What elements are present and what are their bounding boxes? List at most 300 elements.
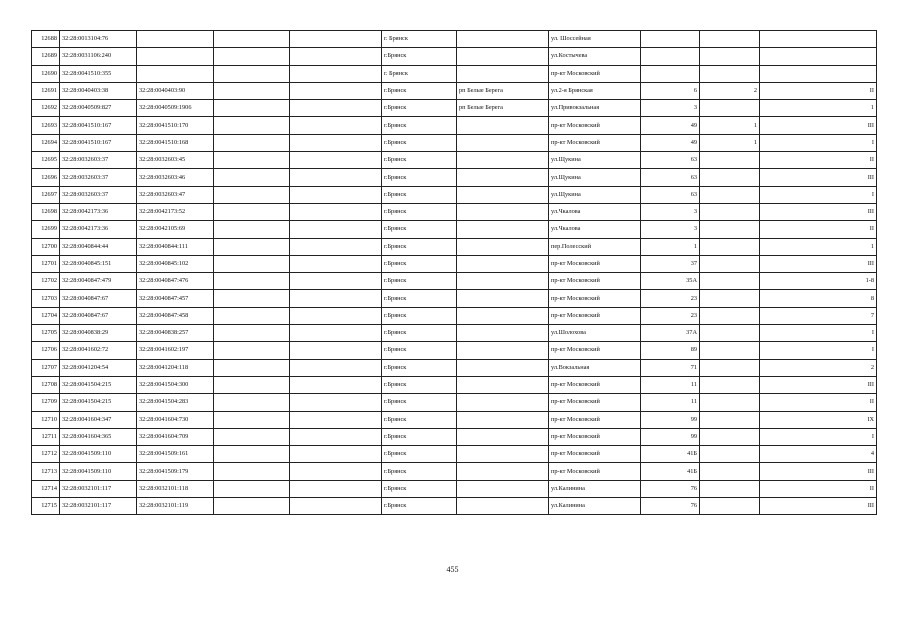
- city-cell: г.Брянск: [382, 238, 457, 255]
- house-number-cell: 76: [641, 498, 700, 515]
- premises-cell: II: [760, 152, 877, 169]
- empty-cell-a: [214, 411, 290, 428]
- street-cell: пр-кт Московский: [549, 117, 641, 134]
- object-number-cell: 32:28:0041604:709: [137, 428, 214, 445]
- premises-cell: III: [760, 169, 877, 186]
- row-number-cell: 12702: [32, 273, 60, 290]
- building-number-cell: [700, 100, 760, 117]
- settlement-cell: [457, 394, 549, 411]
- city-cell: г.Брянск: [382, 48, 457, 65]
- settlement-cell: [457, 273, 549, 290]
- object-number-cell: 32:28:0040847:476: [137, 273, 214, 290]
- settlement-cell: [457, 463, 549, 480]
- house-number-cell: 76: [641, 480, 700, 497]
- house-number-cell: 41Б: [641, 463, 700, 480]
- empty-cell-b: [290, 394, 382, 411]
- table-row: [32, 290, 877, 307]
- object-number-cell: 32:28:0041204:118: [137, 359, 214, 376]
- empty-cell-a: [214, 428, 290, 445]
- settlement-cell: [457, 325, 549, 342]
- empty-cell-a: [214, 255, 290, 272]
- building-number-cell: [700, 152, 760, 169]
- table-row: [32, 238, 877, 255]
- empty-cell-b: [290, 48, 382, 65]
- cadastral-number-cell: 32:28:0040844:44: [60, 238, 137, 255]
- empty-cell-a: [214, 307, 290, 324]
- row-number-cell: 12689: [32, 48, 60, 65]
- building-number-cell: [700, 376, 760, 393]
- house-number-cell: 41Б: [641, 446, 700, 463]
- city-cell: г.Брянск: [382, 428, 457, 445]
- cadastral-number-cell: 32:28:0041604:365: [60, 428, 137, 445]
- object-number-cell: [137, 31, 214, 48]
- premises-cell: I: [760, 325, 877, 342]
- premises-cell: II: [760, 221, 877, 238]
- empty-cell-b: [290, 255, 382, 272]
- street-cell: ул.Щукина: [549, 169, 641, 186]
- street-cell: ул. Шоссейная: [549, 31, 641, 48]
- premises-cell: III: [760, 203, 877, 220]
- street-cell: пр-кт Московский: [549, 273, 641, 290]
- empty-cell-b: [290, 82, 382, 99]
- building-number-cell: [700, 342, 760, 359]
- table-row: [32, 117, 877, 134]
- settlement-cell: рп Белые Берега: [457, 100, 549, 117]
- cadastral-number-cell: 32:28:0041509:110: [60, 446, 137, 463]
- building-number-cell: [700, 463, 760, 480]
- cadastral-number-cell: 32:28:0040847:479: [60, 273, 137, 290]
- city-cell: г. Брянск: [382, 31, 457, 48]
- row-number-cell: 12711: [32, 428, 60, 445]
- row-number-cell: 12697: [32, 186, 60, 203]
- empty-cell-b: [290, 446, 382, 463]
- table-row: [32, 203, 877, 220]
- empty-cell-b: [290, 169, 382, 186]
- street-cell: ул.Щукина: [549, 152, 641, 169]
- building-number-cell: [700, 203, 760, 220]
- cadastral-number-cell: 32:28:0040403:38: [60, 82, 137, 99]
- object-number-cell: 32:28:0041509:161: [137, 446, 214, 463]
- cadastral-number-cell: 32:28:0013104:76: [60, 31, 137, 48]
- table-row: [32, 273, 877, 290]
- street-cell: ул.Шолохова: [549, 325, 641, 342]
- house-number-cell: 35А: [641, 273, 700, 290]
- city-cell: г.Брянск: [382, 480, 457, 497]
- premises-cell: 2: [760, 359, 877, 376]
- object-number-cell: 32:28:0040403:90: [137, 82, 214, 99]
- row-number-cell: 12694: [32, 134, 60, 151]
- building-number-cell: [700, 411, 760, 428]
- empty-cell-a: [214, 463, 290, 480]
- settlement-cell: [457, 65, 549, 82]
- table-row: [32, 446, 877, 463]
- house-number-cell: [641, 48, 700, 65]
- building-number-cell: [700, 290, 760, 307]
- house-number-cell: 63: [641, 169, 700, 186]
- object-number-cell: 32:28:0032603:45: [137, 152, 214, 169]
- house-number-cell: 37А: [641, 325, 700, 342]
- house-number-cell: 49: [641, 134, 700, 151]
- premises-cell: III: [760, 498, 877, 515]
- settlement-cell: [457, 134, 549, 151]
- city-cell: г.Брянск: [382, 221, 457, 238]
- empty-cell-b: [290, 290, 382, 307]
- row-number-cell: 12715: [32, 498, 60, 515]
- settlement-cell: [457, 359, 549, 376]
- premises-cell: I: [760, 428, 877, 445]
- empty-cell-a: [214, 273, 290, 290]
- table-row: [32, 186, 877, 203]
- row-number-cell: 12710: [32, 411, 60, 428]
- street-cell: ул.2-я Брянская: [549, 82, 641, 99]
- cadastral-number-cell: 32:28:0042173:36: [60, 203, 137, 220]
- street-cell: пр-кт Московский: [549, 307, 641, 324]
- empty-cell-a: [214, 221, 290, 238]
- street-cell: ул.Костычева: [549, 48, 641, 65]
- table-row: [32, 411, 877, 428]
- house-number-cell: 1: [641, 238, 700, 255]
- cadastral-number-cell: 32:28:0040847:67: [60, 307, 137, 324]
- premises-cell: III: [760, 376, 877, 393]
- street-cell: ул.Привокзальная: [549, 100, 641, 117]
- row-number-cell: 12692: [32, 100, 60, 117]
- cadastral-number-cell: 32:28:0032603:37: [60, 152, 137, 169]
- premises-cell: 4: [760, 446, 877, 463]
- cadastral-number-cell: 32:28:0032603:37: [60, 169, 137, 186]
- empty-cell-b: [290, 31, 382, 48]
- premises-cell: III: [760, 463, 877, 480]
- cadastral-number-cell: 32:28:0041504:215: [60, 394, 137, 411]
- house-number-cell: 3: [641, 203, 700, 220]
- object-number-cell: 32:28:0040838:257: [137, 325, 214, 342]
- cadastral-number-cell: 32:28:0040847:67: [60, 290, 137, 307]
- row-number-cell: 12688: [32, 31, 60, 48]
- city-cell: г.Брянск: [382, 186, 457, 203]
- empty-cell-a: [214, 169, 290, 186]
- building-number-cell: 2: [700, 82, 760, 99]
- settlement-cell: [457, 238, 549, 255]
- settlement-cell: [457, 186, 549, 203]
- table-row: [32, 134, 877, 151]
- row-number-cell: 12693: [32, 117, 60, 134]
- object-number-cell: 32:28:0041504:300: [137, 376, 214, 393]
- building-number-cell: [700, 394, 760, 411]
- empty-cell-b: [290, 463, 382, 480]
- city-cell: г.Брянск: [382, 203, 457, 220]
- empty-cell-a: [214, 31, 290, 48]
- house-number-cell: 63: [641, 152, 700, 169]
- building-number-cell: [700, 498, 760, 515]
- cadastral-number-cell: 32:28:0041204:54: [60, 359, 137, 376]
- street-cell: ул.Калинина: [549, 480, 641, 497]
- empty-cell-b: [290, 428, 382, 445]
- row-number-cell: 12696: [32, 169, 60, 186]
- building-number-cell: [700, 480, 760, 497]
- premises-cell: III: [760, 117, 877, 134]
- settlement-cell: [457, 203, 549, 220]
- building-number-cell: [700, 221, 760, 238]
- building-number-cell: [700, 186, 760, 203]
- object-number-cell: 32:28:0032603:46: [137, 169, 214, 186]
- empty-cell-a: [214, 325, 290, 342]
- premises-cell: I: [760, 342, 877, 359]
- cadastral-number-cell: 32:28:0042173:36: [60, 221, 137, 238]
- empty-cell-a: [214, 446, 290, 463]
- empty-cell-b: [290, 134, 382, 151]
- table-row: [32, 463, 877, 480]
- row-number-cell: 12707: [32, 359, 60, 376]
- premises-cell: I: [760, 134, 877, 151]
- house-number-cell: 6: [641, 82, 700, 99]
- street-cell: пер.Полесский: [549, 238, 641, 255]
- premises-cell: 1: [760, 100, 877, 117]
- settlement-cell: [457, 152, 549, 169]
- table-row: [32, 498, 877, 515]
- object-number-cell: 32:28:0042173:52: [137, 203, 214, 220]
- empty-cell-b: [290, 238, 382, 255]
- empty-cell-a: [214, 117, 290, 134]
- row-number-cell: 12700: [32, 238, 60, 255]
- city-cell: г.Брянск: [382, 498, 457, 515]
- house-number-cell: 11: [641, 376, 700, 393]
- row-number-cell: 12704: [32, 307, 60, 324]
- row-number-cell: 12695: [32, 152, 60, 169]
- street-cell: ул.Калинина: [549, 498, 641, 515]
- table-row: [32, 152, 877, 169]
- empty-cell-a: [214, 480, 290, 497]
- cadastral-number-cell: 32:28:0041509:110: [60, 463, 137, 480]
- building-number-cell: [700, 325, 760, 342]
- city-cell: г.Брянск: [382, 134, 457, 151]
- street-cell: пр-кт Московский: [549, 376, 641, 393]
- empty-cell-a: [214, 394, 290, 411]
- empty-cell-b: [290, 203, 382, 220]
- object-number-cell: [137, 65, 214, 82]
- empty-cell-a: [214, 152, 290, 169]
- street-cell: пр-кт Московский: [549, 65, 641, 82]
- empty-cell-a: [214, 100, 290, 117]
- building-number-cell: 1: [700, 134, 760, 151]
- city-cell: г.Брянск: [382, 273, 457, 290]
- empty-cell-a: [214, 359, 290, 376]
- empty-cell-a: [214, 498, 290, 515]
- settlement-cell: [457, 446, 549, 463]
- city-cell: г.Брянск: [382, 411, 457, 428]
- premises-cell: [760, 48, 877, 65]
- city-cell: г.Брянск: [382, 325, 457, 342]
- cadastral-number-cell: 32:28:0040838:29: [60, 325, 137, 342]
- city-cell: г.Брянск: [382, 82, 457, 99]
- house-number-cell: 71: [641, 359, 700, 376]
- empty-cell-b: [290, 342, 382, 359]
- building-number-cell: [700, 65, 760, 82]
- city-cell: г.Брянск: [382, 394, 457, 411]
- settlement-cell: [457, 342, 549, 359]
- object-number-cell: 32:28:0041604:730: [137, 411, 214, 428]
- row-number-cell: 12713: [32, 463, 60, 480]
- premises-cell: IX: [760, 411, 877, 428]
- object-number-cell: 32:28:0032101:118: [137, 480, 214, 497]
- street-cell: пр-кт Московский: [549, 290, 641, 307]
- premises-cell: III: [760, 255, 877, 272]
- table-row: [32, 342, 877, 359]
- empty-cell-b: [290, 480, 382, 497]
- cadastral-number-cell: 32:28:0041504:215: [60, 376, 137, 393]
- cadastral-number-cell: 32:28:0041510:355: [60, 65, 137, 82]
- empty-cell-b: [290, 186, 382, 203]
- house-number-cell: 3: [641, 221, 700, 238]
- table-row: [32, 359, 877, 376]
- building-number-cell: [700, 31, 760, 48]
- street-cell: пр-кт Московский: [549, 255, 641, 272]
- object-number-cell: 32:28:0040847:457: [137, 290, 214, 307]
- settlement-cell: [457, 428, 549, 445]
- row-number-cell: 12701: [32, 255, 60, 272]
- house-number-cell: 99: [641, 411, 700, 428]
- settlement-cell: [457, 376, 549, 393]
- settlement-cell: [457, 498, 549, 515]
- street-cell: пр-кт Московский: [549, 428, 641, 445]
- street-cell: ул.Чкалова: [549, 203, 641, 220]
- object-number-cell: [137, 48, 214, 65]
- city-cell: г.Брянск: [382, 446, 457, 463]
- empty-cell-a: [214, 186, 290, 203]
- object-number-cell: 32:28:0041602:197: [137, 342, 214, 359]
- settlement-cell: [457, 117, 549, 134]
- object-number-cell: 32:28:0032603:47: [137, 186, 214, 203]
- house-number-cell: 89: [641, 342, 700, 359]
- building-number-cell: [700, 359, 760, 376]
- object-number-cell: 32:28:0041504:283: [137, 394, 214, 411]
- cadastral-number-cell: 32:28:0041602:72: [60, 342, 137, 359]
- table-row: [32, 394, 877, 411]
- empty-cell-b: [290, 411, 382, 428]
- building-number-cell: [700, 273, 760, 290]
- city-cell: г.Брянск: [382, 463, 457, 480]
- cadastral-number-cell: 32:28:0041604:347: [60, 411, 137, 428]
- table-row: [32, 428, 877, 445]
- cadastral-number-cell: 32:28:0040845:151: [60, 255, 137, 272]
- row-number-cell: 12708: [32, 376, 60, 393]
- empty-cell-a: [214, 82, 290, 99]
- premises-cell: II: [760, 82, 877, 99]
- cadastral-number-cell: 32:28:0041510:167: [60, 134, 137, 151]
- settlement-cell: [457, 48, 549, 65]
- city-cell: г.Брянск: [382, 359, 457, 376]
- empty-cell-b: [290, 65, 382, 82]
- city-cell: г.Брянск: [382, 169, 457, 186]
- object-number-cell: 32:28:0040509:1906: [137, 100, 214, 117]
- house-number-cell: 63: [641, 186, 700, 203]
- table-row: [32, 169, 877, 186]
- settlement-cell: рп Белые Берега: [457, 82, 549, 99]
- table-row: [32, 48, 877, 65]
- street-cell: пр-кт Московский: [549, 463, 641, 480]
- row-number-cell: 12706: [32, 342, 60, 359]
- street-cell: ул.Чкалова: [549, 221, 641, 238]
- row-number-cell: 12712: [32, 446, 60, 463]
- street-cell: пр-кт Московский: [549, 394, 641, 411]
- building-number-cell: [700, 446, 760, 463]
- row-number-cell: 12690: [32, 65, 60, 82]
- street-cell: пр-кт Московский: [549, 342, 641, 359]
- empty-cell-b: [290, 152, 382, 169]
- empty-cell-b: [290, 100, 382, 117]
- empty-cell-b: [290, 359, 382, 376]
- empty-cell-b: [290, 117, 382, 134]
- object-number-cell: 32:28:0042105:69: [137, 221, 214, 238]
- city-cell: г. Брянск: [382, 65, 457, 82]
- object-number-cell: 32:28:0041509:179: [137, 463, 214, 480]
- table-row: [32, 31, 877, 48]
- table-row: [32, 255, 877, 272]
- table-row: [32, 307, 877, 324]
- premises-cell: [760, 31, 877, 48]
- house-number-cell: 11: [641, 394, 700, 411]
- premises-cell: 8: [760, 290, 877, 307]
- cadastral-number-cell: 32:28:0032101:117: [60, 480, 137, 497]
- settlement-cell: [457, 255, 549, 272]
- empty-cell-a: [214, 65, 290, 82]
- object-number-cell: 32:28:0041510:170: [137, 117, 214, 134]
- cadastral-number-cell: 32:28:0031106:240: [60, 48, 137, 65]
- premises-cell: I: [760, 186, 877, 203]
- object-number-cell: 32:28:0040844:111: [137, 238, 214, 255]
- registry-table-body: [32, 31, 877, 515]
- house-number-cell: 49: [641, 117, 700, 134]
- city-cell: г.Брянск: [382, 117, 457, 134]
- row-number-cell: 12699: [32, 221, 60, 238]
- city-cell: г.Брянск: [382, 290, 457, 307]
- settlement-cell: [457, 290, 549, 307]
- empty-cell-a: [214, 48, 290, 65]
- street-cell: пр-кт Московский: [549, 134, 641, 151]
- table-row: [32, 65, 877, 82]
- settlement-cell: [457, 411, 549, 428]
- empty-cell-b: [290, 376, 382, 393]
- house-number-cell: 3: [641, 100, 700, 117]
- premises-cell: II: [760, 394, 877, 411]
- settlement-cell: [457, 169, 549, 186]
- settlement-cell: [457, 480, 549, 497]
- empty-cell-b: [290, 498, 382, 515]
- house-number-cell: [641, 31, 700, 48]
- building-number-cell: [700, 307, 760, 324]
- empty-cell-a: [214, 203, 290, 220]
- city-cell: г.Брянск: [382, 152, 457, 169]
- empty-cell-a: [214, 342, 290, 359]
- house-number-cell: 23: [641, 290, 700, 307]
- settlement-cell: [457, 221, 549, 238]
- row-number-cell: 12703: [32, 290, 60, 307]
- empty-cell-b: [290, 307, 382, 324]
- cadastral-number-cell: 32:28:0032101:117: [60, 498, 137, 515]
- premises-cell: [760, 65, 877, 82]
- house-number-cell: [641, 65, 700, 82]
- row-number-cell: 12691: [32, 82, 60, 99]
- settlement-cell: [457, 307, 549, 324]
- building-number-cell: 1: [700, 117, 760, 134]
- empty-cell-a: [214, 134, 290, 151]
- premises-cell: 7: [760, 307, 877, 324]
- table-row: [32, 376, 877, 393]
- premises-cell: 1: [760, 238, 877, 255]
- house-number-cell: 23: [641, 307, 700, 324]
- house-number-cell: 99: [641, 428, 700, 445]
- table-row: [32, 221, 877, 238]
- building-number-cell: [700, 428, 760, 445]
- city-cell: г.Брянск: [382, 307, 457, 324]
